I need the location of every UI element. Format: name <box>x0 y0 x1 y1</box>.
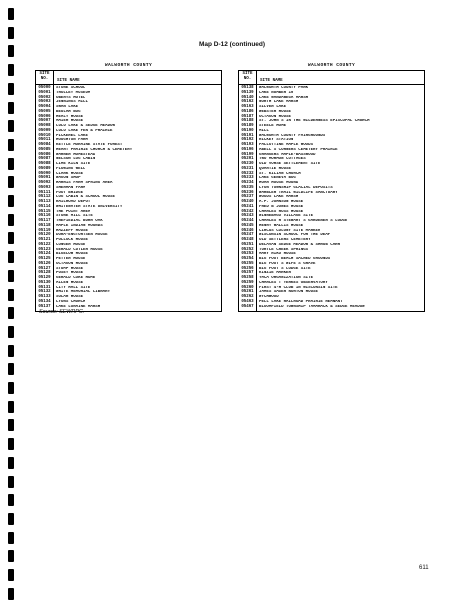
site-number: 05010 <box>38 133 51 138</box>
site-number: 05186 <box>241 109 254 114</box>
site-name: POLLOCK HOUSE <box>56 238 88 242</box>
site-number: 05262 <box>241 295 254 299</box>
left-site-no-header: SITE NO. <box>36 71 54 84</box>
site-name: LIME KILN SITE <box>56 162 91 166</box>
site-number: 05084 <box>38 143 51 147</box>
site-name: CHARLES R STEWART'S GARDENER'S LODGE <box>259 219 348 223</box>
site-number: 05254 <box>241 257 254 261</box>
site-name: PELL LAKE RAILROAD PRAIRIE REMNANT <box>259 299 343 304</box>
site-number: 05189 <box>241 124 254 128</box>
site-name: OCTAGON HOUSE <box>56 261 88 266</box>
binding-hole <box>8 401 14 413</box>
site-number: 05092 <box>38 181 51 185</box>
site-name: BEULAH BOG <box>56 109 81 114</box>
left-table-rows <box>36 85 221 311</box>
site-name: LULU LAKE & SEDGE MEADOW <box>56 124 115 128</box>
left-site-table <box>35 62 222 312</box>
site-number: 05006 <box>38 114 51 119</box>
binding-hole <box>8 158 14 170</box>
site-number: 05089 <box>38 166 51 171</box>
binding-hole <box>8 419 14 431</box>
site-name: HEALY HOUSE <box>56 114 84 119</box>
site-name: CITY HALL SITE <box>56 285 91 290</box>
site-number: 05129 <box>38 276 51 280</box>
binding-hole <box>8 363 14 375</box>
table-row <box>239 305 424 310</box>
site-number: 05248 <box>241 238 254 242</box>
site-name: CHARLES ROSS HOUSE <box>259 209 304 214</box>
site-name: LAKE NUMBER 10 <box>259 90 294 95</box>
binding-hole <box>8 83 14 95</box>
source-note: Source: SEWRPC. <box>39 309 85 315</box>
site-number: 05122 <box>38 242 51 247</box>
binding-hole <box>8 345 14 357</box>
site-name: RAILROAD DEPOT <box>56 200 91 204</box>
site-number: 05233 <box>241 176 254 181</box>
site-number: 05230 <box>241 162 254 166</box>
site-number: 05463 <box>241 299 254 304</box>
site-number: 05134 <box>38 299 51 304</box>
site-name: ST. KILIAN CHURCH <box>259 171 301 176</box>
site-number: 05243 <box>241 214 254 219</box>
site-name: STEELE HOME <box>259 124 287 128</box>
site-name: CIRCUS COLONY SITE MARKER <box>259 228 321 233</box>
site-name: HOAR HOUSE MOUND <box>259 181 299 185</box>
site-name: MILL <box>259 128 269 133</box>
site-name: WINNEBAGO VILLAGE SITE <box>259 214 314 219</box>
site-number: 05090 <box>38 171 51 176</box>
site-name: KETTLE MORAINE STATE FOREST <box>56 143 123 147</box>
site-number: 05121 <box>38 238 51 242</box>
site-number: 05253 <box>241 252 254 257</box>
site-number: 05131 <box>38 285 51 290</box>
site-number: 05091 <box>38 176 51 181</box>
site-number: 05008 <box>38 124 51 128</box>
site-name: TREFIEDIAL BURR OAK <box>56 219 103 223</box>
site-number: 05113 <box>38 200 51 204</box>
page-number: 611 <box>419 565 429 571</box>
site-number: 05009 <box>38 128 51 133</box>
site-number: 05234 <box>241 181 254 185</box>
site-number: 05003 <box>38 100 51 105</box>
site-name: HAZZEFF HOUSE <box>56 228 88 233</box>
site-name: NORTH LAKE MARSH <box>259 100 299 105</box>
binding-hole <box>8 27 14 39</box>
site-number: 05187 <box>241 114 254 119</box>
binding-hole <box>8 382 14 394</box>
site-number: 05241 <box>241 204 254 209</box>
site-number: 05190 <box>241 128 254 133</box>
site-number: 05256 <box>241 266 254 271</box>
site-name: MAIER HOUSE <box>56 119 84 124</box>
site-number: 05120 <box>38 233 51 238</box>
binding-hole <box>8 102 14 114</box>
site-name: TROLLEY MUSEUM <box>56 90 91 95</box>
site-number: 05133 <box>38 295 51 299</box>
site-number: 05130 <box>38 280 51 285</box>
site-number: 05115 <box>38 209 51 214</box>
site-name: MARY RIKO HOUSE <box>259 252 296 257</box>
site-name: ALLEN HOUSE <box>56 280 84 285</box>
site-number: 05247 <box>241 233 254 238</box>
binding-hole <box>8 326 14 338</box>
site-number: 05004 <box>38 105 51 109</box>
site-name: SHERMAN FARM <box>56 185 86 190</box>
site-name: STONE MILL SITE <box>56 214 93 219</box>
site-number: 05088 <box>38 162 51 166</box>
site-number: 05001 <box>38 90 51 95</box>
site-name: OBERYS HOTEL <box>56 95 86 100</box>
left-table-box <box>35 70 222 312</box>
site-name: WHITEWATER STATE UNIVERSITY <box>56 204 123 209</box>
site-name: GERALD COKE HOME <box>56 276 96 280</box>
site-name: DORA-ENGTORTSEN HOUSE <box>56 233 108 238</box>
site-name: WOODS LAKE MARSH <box>259 195 299 200</box>
site-name: PETTER HOUSE <box>56 257 86 261</box>
right-table-header <box>239 71 424 85</box>
site-number: 05244 <box>241 219 254 223</box>
site-name: BIG FOOT'S WIFE'S GRAVE <box>259 261 316 266</box>
site-number: 05258 <box>241 276 254 280</box>
site-number: 05139 <box>241 90 254 95</box>
site-name: WALWORTH COUNTY FAIRGROUNDS <box>259 133 326 138</box>
binding-holes <box>8 0 16 600</box>
right-table-box <box>238 70 425 312</box>
site-number: 05132 <box>38 290 51 295</box>
site-name: ST. JOHN'S IN THE WILDERNESS EPISCOPAL CHURCH <box>259 119 370 124</box>
site-name: MAPLE INDIAN MOUNDS <box>56 223 103 228</box>
left-table-header <box>36 71 221 85</box>
site-number: 05005 <box>38 109 51 114</box>
binding-hole <box>8 569 14 581</box>
binding-hole <box>8 289 14 301</box>
site-number: 05163 <box>241 105 254 109</box>
site-name: TURTLE CREEK SPRINGS <box>259 247 309 252</box>
binding-hole <box>8 494 14 506</box>
site-name: FLOWING WELL <box>56 166 86 171</box>
site-number: 05127 <box>38 266 51 271</box>
site-number: 05085 <box>38 147 51 152</box>
site-number: 05123 <box>38 247 51 252</box>
site-name: LAKE LORAINE MARSH <box>56 304 101 309</box>
site-name: ABELL'S CORNERS CEMETERY PRAIRIE <box>259 147 338 152</box>
right-site-no-header: SITE NO. <box>239 71 257 84</box>
right-column-divider <box>256 85 257 311</box>
site-name: OCTAGON HOUSE <box>259 114 291 119</box>
binding-hole <box>8 139 14 151</box>
site-name: OLD SETTLERS CEMETERY <box>259 238 311 242</box>
site-name: HEART PRAIRIE CHURCH & CEMETERY <box>56 147 133 152</box>
right-site-name-header: SITE NAME <box>260 79 283 83</box>
site-number: 05257 <box>241 271 254 276</box>
site-name: WISCONSIN SCHOOL FOR THE DEAF <box>259 233 331 238</box>
binding-hole <box>8 8 14 20</box>
site-name: CONGER HOUSE <box>56 242 86 247</box>
site-name: WYCHWOOD <box>259 295 279 299</box>
binding-hole <box>8 457 14 469</box>
site-number: 05126 <box>38 261 51 266</box>
binding-hole <box>8 214 14 226</box>
site-name: WARBLER TRAIL WILDLIFE SANCTUARY <box>259 190 338 195</box>
binding-hole <box>8 64 14 76</box>
site-number: 05246 <box>241 228 254 233</box>
site-number: 05011 <box>38 138 51 143</box>
site-name: PALLOTTINE MAPLE WOODS <box>259 143 314 147</box>
site-number: 05252 <box>241 247 254 252</box>
binding-hole <box>8 550 14 562</box>
site-number: 05138 <box>241 86 254 90</box>
site-name: FOOT BRIDGE <box>56 190 84 195</box>
binding-hole <box>8 232 14 244</box>
right-table-rows <box>239 85 424 311</box>
site-name: WHITE MEMORIAL LIBRARY <box>56 290 111 295</box>
site-name: LOG CABIN & SCHOOL HOUSE <box>56 195 115 200</box>
site-number: 05124 <box>38 252 51 257</box>
site-number: 05199 <box>241 152 254 157</box>
binding-hole <box>8 195 14 207</box>
site-number: 05192 <box>241 138 254 143</box>
site-number: 05255 <box>241 261 254 266</box>
site-name: PICKEREL LAKE <box>56 133 88 138</box>
site-name: JENNINGS MILL <box>56 100 88 105</box>
site-name: HOUGHTON FARM <box>56 138 88 143</box>
site-name: WAGON SHOP <box>56 176 81 181</box>
site-name: SOLAR HOUSE <box>56 295 84 299</box>
site-name: GERALD CUTLER HOUSE <box>56 247 103 252</box>
site-name: OLD VORSE SETTLEMENT SITE <box>259 162 321 166</box>
site-number: 05111 <box>38 190 51 195</box>
site-number: 05261 <box>241 290 254 295</box>
site-number: 05201 <box>241 157 254 162</box>
site-number: 05128 <box>38 271 51 276</box>
site-number: 05002 <box>38 95 51 100</box>
site-number: 05087 <box>38 157 51 162</box>
site-name: LYONS CHURCH <box>56 299 86 304</box>
site-number: 05116 <box>38 214 51 219</box>
binding-hole <box>8 176 14 188</box>
site-name: HENRY WALLIS HOUSE <box>259 223 304 228</box>
site-number: 05236 <box>241 190 254 195</box>
site-name: YMCA ORGANIZATION SITE <box>259 276 314 280</box>
site-name: SWAN LAKE <box>56 105 79 109</box>
site-name: LULU LAKE FEN & PRAIRIE <box>56 128 113 133</box>
site-number: 05119 <box>38 228 51 233</box>
site-name: CHARLES T YERKES OBSERVATORY <box>259 280 328 285</box>
site-name: RICKEY STATION <box>259 138 294 143</box>
site-number: 05259 <box>241 280 254 285</box>
site-name: JAMES SAGER NORTON HOUSE <box>259 290 318 295</box>
site-number: 05251 <box>241 242 254 247</box>
site-name: WALWORTH COUNTY PARK <box>259 86 309 90</box>
site-name: STUMP HOUSE <box>56 266 84 271</box>
site-number: 05112 <box>38 195 51 200</box>
site-number: 05196 <box>241 147 254 152</box>
site-name: NELSON LOG CABIN <box>56 157 96 162</box>
binding-hole <box>8 476 14 488</box>
site-number: 05162 <box>241 100 254 105</box>
site-number: 05245 <box>241 223 254 228</box>
right-site-table <box>238 62 425 312</box>
site-name: TWO MORMON COTTAGES <box>259 157 306 162</box>
site-name: QUARTIE HOUSE <box>259 166 291 171</box>
site-name: HARRIS FARM SPRING AREA <box>56 181 113 185</box>
site-number: 05237 <box>241 195 254 200</box>
site-number: 05235 <box>241 185 254 190</box>
site-number: 05000 <box>38 86 51 90</box>
site-name: STONE SCHOOL <box>56 86 86 90</box>
site-name: WEBSTER HOUSE <box>259 109 291 114</box>
site-number: 05117 <box>38 219 51 223</box>
site-name: LYON TOWNSHIP GLACIAL DEPOSITS <box>259 185 333 190</box>
left-column-divider <box>53 85 54 311</box>
binding-hole <box>8 532 14 544</box>
binding-hole <box>8 270 14 282</box>
site-name: CLARK HOUSE <box>56 171 84 176</box>
site-number: 05086 <box>38 152 51 157</box>
binding-hole <box>8 513 14 525</box>
site-number: 05193 <box>241 143 254 147</box>
site-name: LAKE GENEVA BOG <box>259 176 296 181</box>
binding-hole <box>8 438 14 450</box>
site-number: 05467 <box>241 304 254 309</box>
site-name: FRED B JONES HOUSE <box>259 204 304 209</box>
site-name: LAKE WANDAWEGA MARSH <box>259 95 309 100</box>
site-number: 05125 <box>38 257 51 261</box>
site-number: 05231 <box>241 166 254 171</box>
binding-hole <box>8 307 14 319</box>
site-name: BIGELOW HOUSE <box>56 252 88 257</box>
site-name: BLOOMFIELD TOWNSHIP TAMARACK & SEDGE MEADOW <box>259 304 365 309</box>
site-number: 05260 <box>241 285 254 290</box>
site-number: 05191 <box>241 133 254 138</box>
site-name: SILVER LAKE <box>259 105 287 109</box>
site-number: 05232 <box>241 171 254 176</box>
left-site-name-header: SITE NAME <box>57 79 80 83</box>
site-number: 05118 <box>38 223 51 228</box>
site-name: PUSEY HOUSE <box>56 271 84 276</box>
site-number: 05140 <box>241 95 254 100</box>
site-name: A.P. JOHNSON HOUSE <box>259 200 304 204</box>
right-county-heading: WALWORTH COUNTY <box>307 63 356 68</box>
page-title: Map D-12 (continued) <box>198 41 266 48</box>
site-number: 05137 <box>38 304 51 309</box>
site-number: 05242 <box>241 209 254 214</box>
site-name: WARNER HOMESTEAD <box>56 152 96 157</box>
site-name: DELAVAN SEDGE MEADOW & SHRUB CARR <box>259 242 341 247</box>
left-county-heading: WALWORTH COUNTY <box>104 63 153 68</box>
site-name: GRANGERS MAPLE-BASSWOOD <box>259 152 316 157</box>
site-name: BIG FOOT'S LODGE SITE <box>259 266 311 271</box>
site-number: 05093 <box>38 185 51 190</box>
site-number: 05007 <box>38 119 51 124</box>
site-number: 05188 <box>241 119 254 124</box>
site-name: THE POINT AREA <box>56 209 91 214</box>
site-name: FIRST 4-H CLUB IN WISCONSIN SITE <box>259 285 338 290</box>
binding-hole <box>8 588 14 600</box>
site-name: BIG FOOT BEACH SACRED GROUNDS <box>259 257 331 261</box>
site-name: KINZIE MARKER <box>259 271 291 276</box>
site-number: 05240 <box>241 200 254 204</box>
site-number: 05114 <box>38 204 51 209</box>
binding-hole <box>8 251 14 263</box>
binding-hole <box>8 120 14 132</box>
